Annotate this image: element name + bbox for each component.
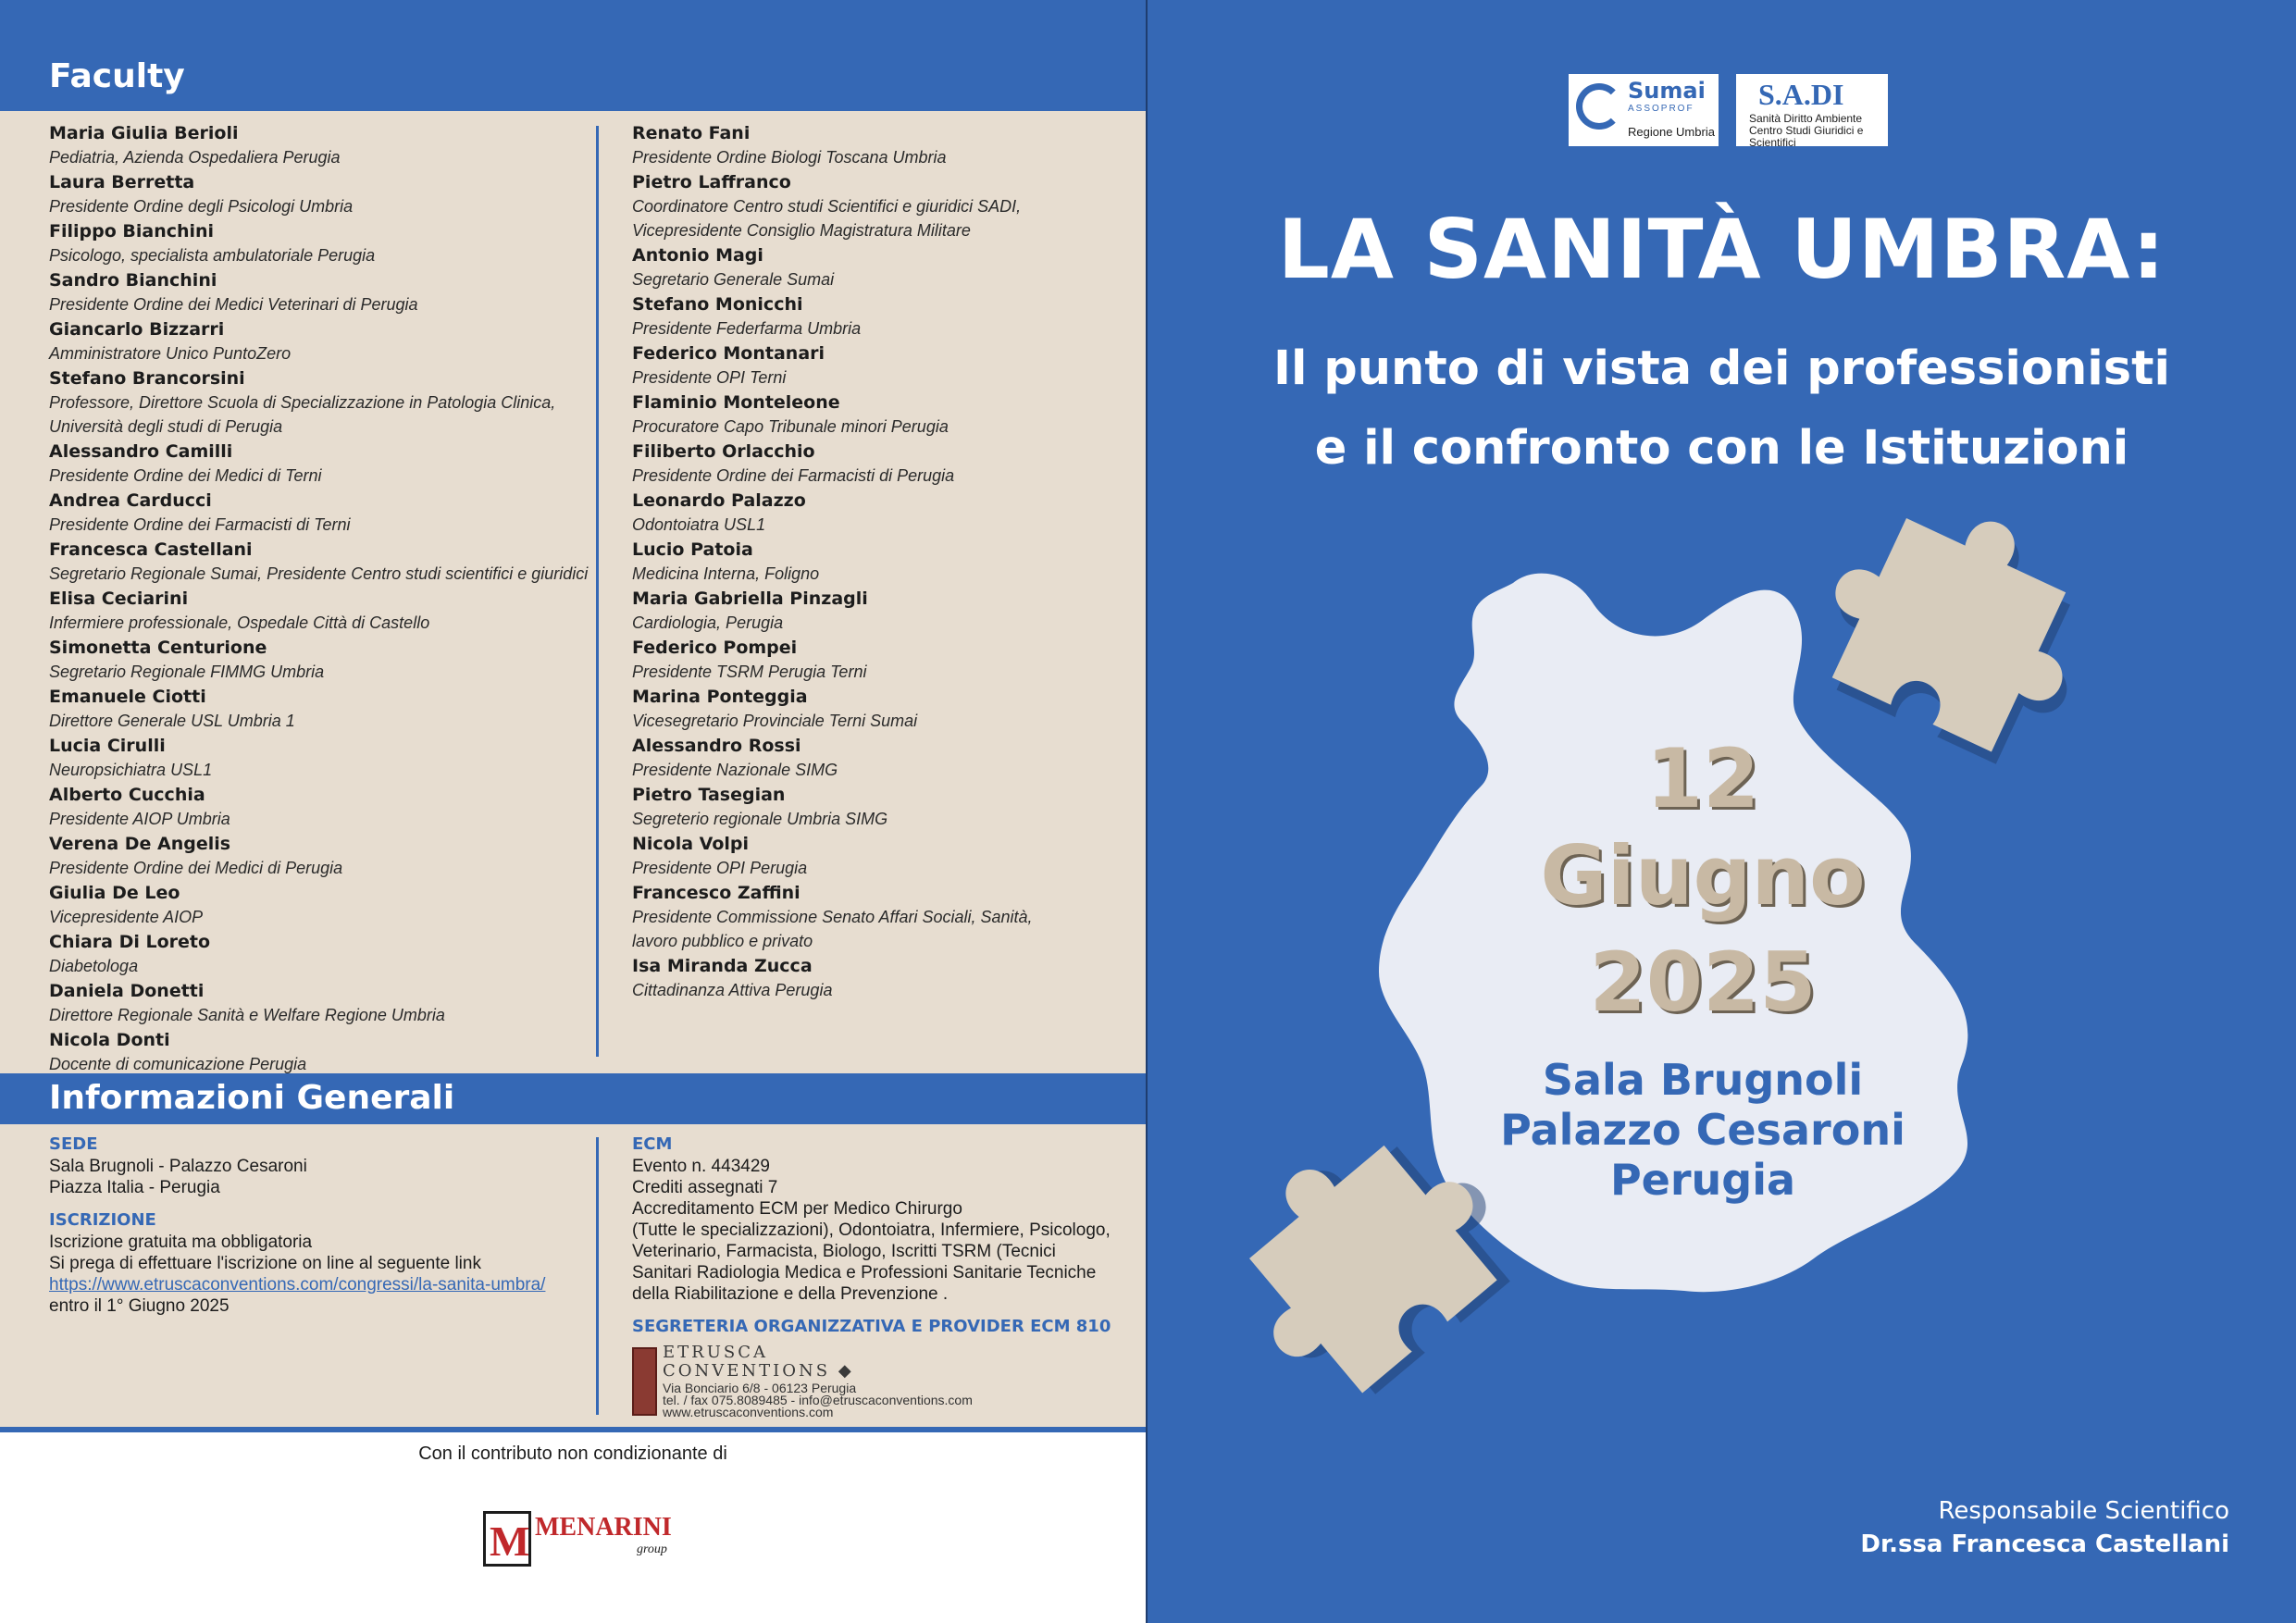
faculty-member [49, 685, 595, 733]
faculty-title: Faculty [49, 57, 185, 95]
faculty-member-role: Infermiere professionale, Ospedale Città di Castello [49, 613, 430, 632]
ecm-heading: ECM [632, 1134, 673, 1154]
faculty-member-name: Renato Fani [632, 123, 751, 143]
faculty-member [49, 930, 595, 978]
registration-link[interactable]: https://www.etruscaconventions.com/congressi/la-sanita-umbra/ [49, 1275, 546, 1295]
responsabile-name: Dr.ssa Francesca Castellani [1860, 1530, 2229, 1558]
faculty-member-name: Stefano Brancorsini [49, 368, 245, 389]
faculty-member-name: Alessandro Rossi [632, 736, 801, 756]
info-section [0, 1124, 1146, 1427]
sumai-region: Regione Umbria [1628, 125, 1715, 139]
menarini-mark-letter: M [490, 1518, 530, 1565]
faculty-member-role: Direttore Generale USL Umbria 1 [49, 712, 295, 730]
menarini-group-label: group [637, 1542, 667, 1556]
faculty-member [49, 317, 595, 365]
info-column-left [49, 1134, 586, 1317]
faculty-member-name: Isa Miranda Zucca [632, 956, 813, 976]
faculty-member [49, 832, 595, 880]
faculty-member [632, 636, 1132, 684]
sumai-name: Sumai [1628, 78, 1706, 104]
faculty-member-role: Coordinatore Centro studi Scientifici e giuridici SADI, Vicepresidente Consiglio Magistratura Militare [632, 197, 1022, 240]
faculty-member-role: Cittadinanza Attiva Perugia [632, 981, 833, 999]
faculty-member-role: Amministratore Unico PuntoZero [49, 344, 292, 363]
faculty-member [49, 587, 595, 635]
faculty-member-role: Vicepresidente AIOP [49, 908, 204, 926]
faculty-member [632, 489, 1132, 537]
faculty-member-role: Presidente Federfarma Umbria [632, 319, 862, 338]
faculty-column-left [49, 121, 595, 1077]
sadi-sub: Sanità Diritto Ambiente Centro Studi Giuridici e Scientifici [1749, 112, 1864, 149]
faculty-member-role: Odontoiatra USL1 [632, 515, 766, 534]
faculty-member-name: Francesco Zaffini [632, 883, 800, 903]
column-divider [596, 1137, 599, 1415]
faculty-member [632, 341, 1132, 390]
faculty-member-name: Giulia De Leo [49, 883, 180, 903]
faculty-member-role: Psicologo, specialista ambulatoriale Perugia [49, 246, 376, 265]
faculty-member [632, 121, 1132, 169]
faculty-member-role: Presidente Ordine dei Farmacisti di Terni [49, 515, 351, 534]
faculty-member [632, 243, 1132, 291]
faculty-member-role: Presidente Nazionale SIMG [632, 761, 838, 779]
iscrizione-text: Iscrizione gratuita ma obbligatoria Si prega di effettuare l'iscrizione on line al seguente link [49, 1233, 481, 1273]
faculty-member [49, 979, 595, 1027]
faculty-member-role: Presidente Commissione Senato Affari Sociali, Sanità, lavoro pubblico e privato [632, 908, 1033, 950]
faculty-member [49, 440, 595, 488]
sponsor-label: Con il contributo non condizionante di [418, 1443, 727, 1464]
faculty-member-name: Elisa Ceciarini [49, 588, 189, 609]
faculty-member-role: Presidente Ordine dei Farmacisti di Perugia [632, 466, 955, 485]
faculty-member-role: Diabetologa [49, 957, 139, 975]
faculty-member-name: Nicola Volpi [632, 834, 750, 854]
faculty-member [632, 734, 1132, 782]
faculty-member [49, 783, 595, 831]
faculty-member-name: Pietro Laffranco [632, 172, 791, 192]
faculty-member-role: Presidente Ordine Biologi Toscana Umbria [632, 148, 947, 167]
faculty-member-role: Direttore Regionale Sanità e Welfare Regione Umbria [49, 1006, 445, 1024]
faculty-member [49, 538, 595, 586]
faculty-member [632, 170, 1132, 242]
faculty-member-name: Flaminio Monteleone [632, 392, 840, 413]
faculty-member [632, 685, 1132, 733]
responsabile-label: Responsabile Scientifico [1938, 1497, 2229, 1525]
etrusca-logo [632, 1344, 1136, 1418]
sadi-logo [1736, 74, 1888, 149]
faculty-member-role: Segreterio regionale Umbria SIMG [632, 810, 888, 828]
faculty-member-name: Pietro Tasegian [632, 785, 786, 805]
faculty-member-role: Docente di comunicazione Perugia [49, 1055, 307, 1073]
faculty-member-role: Presidente Ordine dei Medici di Perugia [49, 859, 343, 877]
info-column-right [632, 1134, 1136, 1418]
faculty-member-name: Federico Pompei [632, 638, 798, 658]
faculty-member-name: Andrea Carducci [49, 490, 212, 511]
faculty-member-name: Antonio Magi [632, 245, 763, 266]
faculty-member-role: Vicesegretario Provinciale Terni Sumai [632, 712, 918, 730]
faculty-member-name: Giancarlo Bizzarri [49, 319, 225, 340]
faculty-member-name: Sandro Bianchini [49, 270, 217, 291]
event-year: 2025 [1589, 935, 1817, 1030]
faculty-member-role: Presidente AIOP Umbria [49, 810, 230, 828]
faculty-member [632, 881, 1132, 953]
faculty-member [49, 734, 595, 782]
menarini-logo [483, 1511, 687, 1567]
faculty-member [632, 440, 1132, 488]
faculty-member-role: Presidente OPI Terni [632, 368, 787, 387]
faculty-member [49, 366, 595, 439]
faculty-member-name: Leonardo Palazzo [632, 490, 806, 511]
faculty-member-role: Presidente Ordine dei Medici Veterinari di Perugia [49, 295, 418, 314]
faculty-member-role: Pediatria, Azienda Ospedaliera Perugia [49, 148, 341, 167]
faculty-member-name: Filiberto Orlacchio [632, 441, 815, 462]
faculty-member-name: Alessandro Camilli [49, 441, 233, 462]
faculty-member [632, 587, 1132, 635]
faculty-member-role: Medicina Interna, Foligno [632, 564, 820, 583]
faculty-member-role: Presidente OPI Perugia [632, 859, 808, 877]
event-venue: Sala Brugnoli Palazzo Cesaroni Perugia [1500, 1055, 1905, 1205]
faculty-member [49, 219, 595, 267]
faculty-member [632, 538, 1132, 586]
faculty-member-name: Daniela Donetti [49, 981, 205, 1001]
menarini-mark-icon [483, 1511, 531, 1567]
column-divider [596, 126, 599, 1057]
faculty-member-name: Federico Montanari [632, 343, 825, 364]
faculty-member [49, 489, 595, 537]
faculty-member-name: Francesca Castellani [49, 539, 253, 560]
sumai-logo [1569, 74, 1719, 146]
cover-panel [1148, 0, 2296, 1623]
faculty-column-right [632, 121, 1132, 1003]
event-day: 12 [1645, 731, 1760, 826]
faculty-member-role: Segretario Regionale FIMMG Umbria [49, 663, 325, 681]
menarini-wordmark: MENARINI [535, 1513, 672, 1542]
event-month: Giugno [1540, 828, 1866, 923]
sede-heading: SEDE [49, 1134, 98, 1154]
faculty-member-name: Laura Berretta [49, 172, 195, 192]
faculty-member [49, 268, 595, 316]
back-panel [0, 0, 1146, 1623]
faculty-member-name: Verena De Angelis [49, 834, 231, 854]
faculty-member-name: Nicola Donti [49, 1030, 170, 1050]
faculty-member-role: Professore, Direttore Scuola di Specializzazione in Patologia Clinica, Università degli studi di Perugia [49, 393, 556, 436]
faculty-member-name: Filippo Bianchini [49, 221, 215, 242]
etrusca-emblem-icon [632, 1347, 657, 1416]
faculty-member-role: Segretario Generale Sumai [632, 270, 835, 289]
faculty-member-name: Emanuele Ciotti [49, 687, 206, 707]
faculty-member-role: Presidente Ordine dei Medici di Terni [49, 466, 322, 485]
faculty-member [49, 636, 595, 684]
faculty-member-role: Segretario Regionale Sumai, Presidente Centro studi scientifici e giuridici [49, 564, 589, 583]
faculty-member-name: Maria Gabriella Pinzagli [632, 588, 868, 609]
iscrizione-heading: ISCRIZIONE [49, 1210, 156, 1230]
iscrizione-deadline: entro il 1° Giugno 2025 [49, 1296, 230, 1316]
faculty-member-name: Alberto Cucchia [49, 785, 205, 805]
faculty-member [49, 170, 595, 218]
faculty-member-name: Lucio Patoia [632, 539, 753, 560]
faculty-member [49, 881, 595, 929]
ecm-text: Evento n. 443429 Crediti assegnati 7 Accreditamento ECM per Medico Chirurgo (Tutte le specializzazioni), Odontoiatra, Infermiere, Psicologo, Veterinario, Farmacista, Biologo, Iscritti TSRM (Tecnici Sanitari Radiologia Medica e Professioni Sanitarie Tecniche della Riabilitazione e della Prevenzione . [632, 1157, 1111, 1304]
faculty-member [632, 954, 1132, 1002]
sede-text: Sala Brugnoli - Palazzo Cesaroni Piazza Italia - Perugia [49, 1157, 307, 1197]
faculty-member-name: Lucia Cirulli [49, 736, 166, 756]
cover-subtitle: Il punto di vista dei professionisti e il confronto con le Istituzioni [1273, 341, 2170, 476]
faculty-member-role: Presidente TSRM Perugia Terni [632, 663, 867, 681]
faculty-member [632, 832, 1132, 880]
sumai-sub: ASSOPROF [1628, 104, 1694, 114]
info-header [0, 1073, 1146, 1124]
cover-title: LA SANITÀ UMBRA: [1277, 202, 2166, 297]
faculty-member-role: Procuratore Capo Tribunale minori Perugia [632, 417, 949, 436]
faculty-member-name: Stefano Monicchi [632, 294, 803, 315]
etrusca-logo-text: ETRUSCA CONVENTIONS ◆ [663, 1343, 854, 1381]
faculty-member [632, 292, 1132, 341]
faculty-member-name: Maria Giulia Berioli [49, 123, 239, 143]
faculty-member [49, 1028, 595, 1076]
info-title: Informazioni Generali [49, 1079, 455, 1117]
faculty-member [49, 121, 595, 169]
faculty-member-role: Presidente Ordine degli Psicologi Umbria [49, 197, 354, 216]
segreteria-heading: SEGRETERIA ORGANIZZATIVA E PROVIDER ECM 810 [632, 1317, 1111, 1336]
faculty-member-name: Marina Ponteggia [632, 687, 808, 707]
etrusca-address: Via Bonciario 6/8 - 06123 Perugia tel. / fax 075.8089485 - info@etruscaconventions.com www.etruscaconventions.com [663, 1381, 973, 1419]
sadi-name: S.A.DI [1758, 78, 1844, 111]
faculty-member-name: Simonetta Centurione [49, 638, 267, 658]
faculty-member-name: Chiara Di Loreto [49, 932, 211, 952]
sumai-emblem-icon [1576, 83, 1622, 130]
faculty-member-role: Cardiologia, Perugia [632, 613, 784, 632]
faculty-list [0, 111, 1146, 1073]
faculty-member [632, 390, 1132, 439]
faculty-header [0, 0, 1146, 111]
faculty-member [632, 783, 1132, 831]
info-bottom-rule [0, 1427, 1146, 1432]
faculty-member-role: Neuropsichiatra USL1 [49, 761, 213, 779]
